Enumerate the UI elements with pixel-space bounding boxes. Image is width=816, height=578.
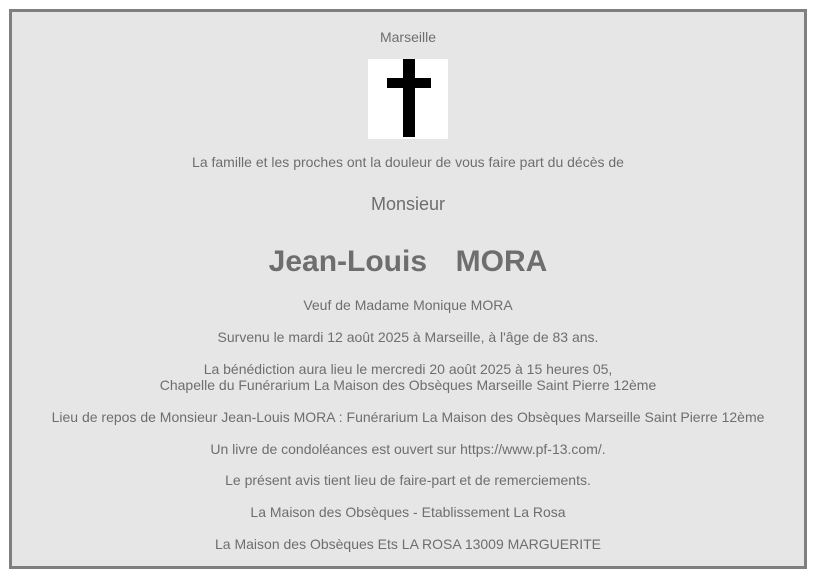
civility-title: Monsieur	[370, 194, 446, 214]
city-label: Marseille	[379, 29, 436, 45]
death-notice	[9, 9, 807, 569]
ceremony-details: La bénédiction aura lieu le mercredi 20 août 2025 à 15 heures 05,	[203, 361, 613, 377]
ceremony-location: Chapelle du Funérarium La Maison des Obsèques Marseille Saint Pierre 12ème	[159, 377, 657, 393]
resting-place: Lieu de repos de Monsieur Jean-Louis MORA : Funérarium La Maison des Obsèques Marseille Saint Pierre 12ème	[51, 409, 765, 425]
intro-text: La famille et les proches ont la douleur de vous faire part du décès de	[192, 154, 624, 170]
funeral-home-name: La Maison des Obsèques - Etablissement La Rosa	[250, 504, 566, 520]
cross-horizontal-bar	[387, 78, 431, 88]
cross-vertical-bar	[403, 59, 415, 137]
notice-statement: Le présent avis tient lieu de faire-part et de remerciements.	[225, 472, 591, 488]
deceased-name: Jean-Louis MORA	[268, 245, 548, 278]
cross-image	[368, 59, 448, 139]
widow-line: Veuf de Madame Monique MORA	[303, 297, 513, 313]
condolence-book-line: Un livre de condoléances est ouvert sur https://www.pf-13.com/.	[210, 441, 606, 457]
agency-address: La Maison des Obsèques Ets LA ROSA 13009 MARGUERITE	[215, 536, 601, 552]
death-details: Survenu le mardi 12 août 2025 à Marseille, à l'âge de 83 ans.	[217, 329, 599, 345]
